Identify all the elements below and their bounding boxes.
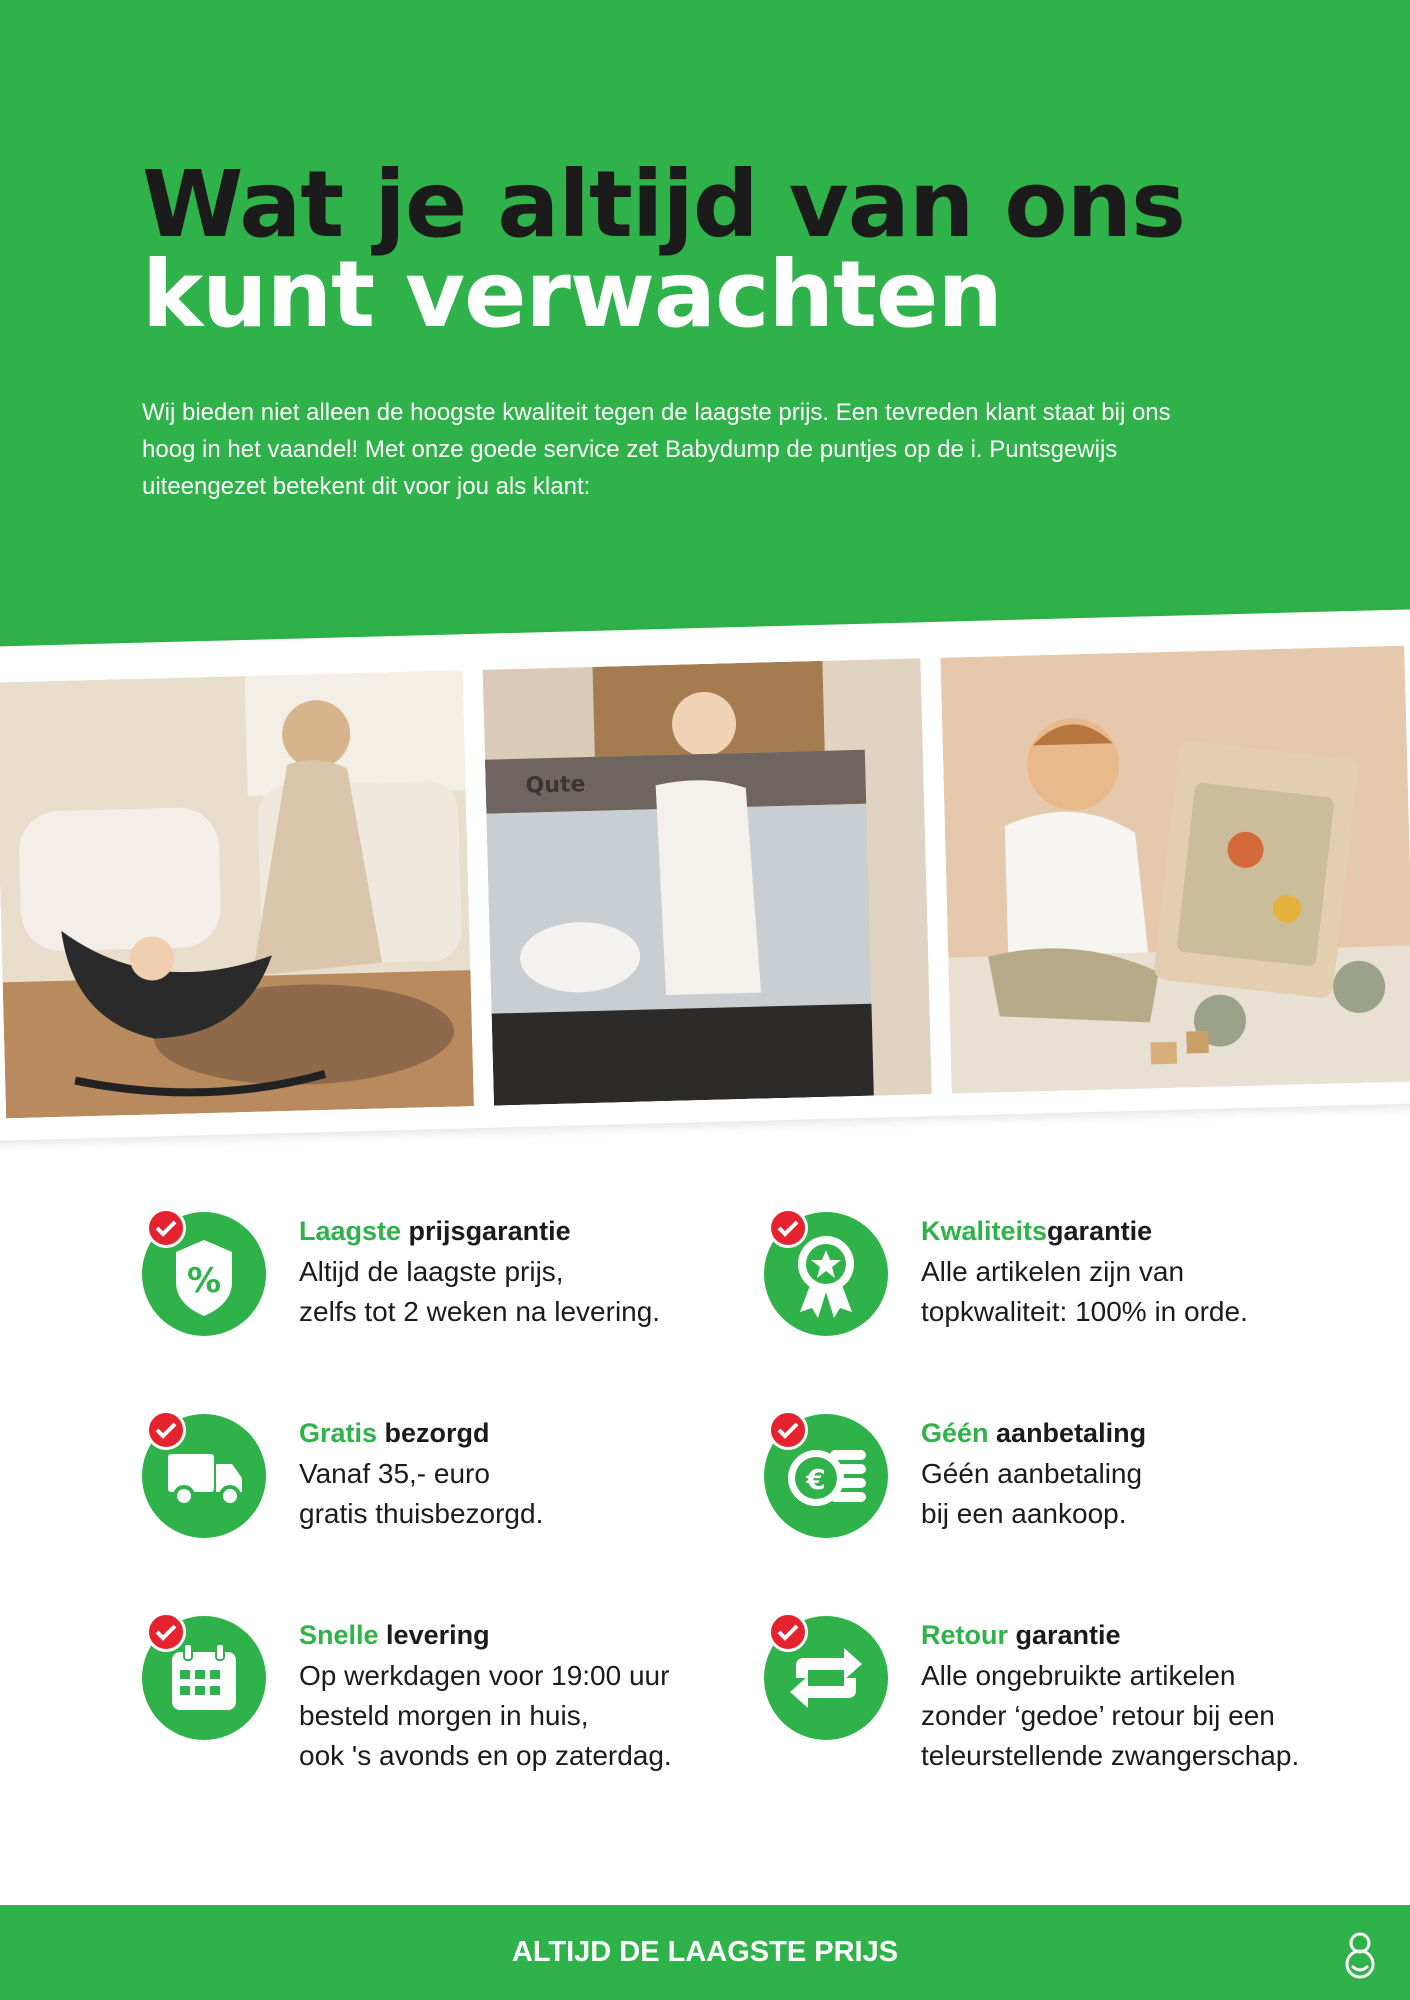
check-icon [768,1208,808,1248]
photo-strip [0,609,1410,1141]
feature-description: Alle ongebruikte artikelen zonder ‘gedoe’ retour bij een teleurstellende zwangerschap. [921,1660,1300,1771]
qute-brand-text: Qute [525,772,586,799]
footer-slogan: ALTIJD DE LAAGSTE PRIJS [511,1936,899,1968]
hero-banner [0,0,1410,660]
feature-title: Laagste prijsgarantie [299,1216,571,1246]
footer-bar [0,1905,1410,2000]
feature-description: Alle artikelen zijn van topkwaliteit: 100% in orde. [921,1256,1248,1327]
intro-paragraph: Wij bieden niet alleen de hoogste kwaliteit tegen de laagste prijs. Een tevreden klant staat bij ons hoog in het vaandel! Met onze goede service zet Babydump de puntjes op de i. Puntsgewijs uiteengezet betekent dit voor jou als klant: [142,399,1171,500]
svg-text:%: % [186,1261,222,1301]
check-icon [146,1612,186,1652]
feature-title: Gratis bezorgd [299,1418,490,1448]
feature-fast-delivery [142,1594,742,1771]
feature-no-down-payment [764,1392,1364,1562]
check-icon [146,1410,186,1450]
svg-text:€: € [806,1463,826,1496]
check-icon [768,1612,808,1652]
feature-description: Op werkdagen voor 19:00 uur besteld morgen in huis, ook 's avonds en op zaterdag. [299,1660,672,1771]
check-icon [146,1208,186,1248]
page-title-line-1: Wat je altijd van ons [142,151,1185,258]
feature-quality [764,1190,1364,1360]
feature-title: Kwaliteitsgarantie [921,1216,1153,1246]
feature-title: Retour garantie [921,1620,1121,1650]
feature-title: Snelle levering [299,1620,490,1650]
feature-title: Géén aanbetaling [921,1418,1147,1448]
babydump-logo-icon [1338,1930,1382,1980]
baby-walker-photo [940,646,1410,1094]
travel-cot-photo [483,658,932,1105]
check-icon [768,1410,808,1450]
feature-return-guarantee [764,1594,1364,1771]
feature-description: Altijd de laagste prijs, zelfs tot 2 weken na levering. [299,1256,661,1327]
feature-description: Géén aanbetaling bij een aankoop. [921,1458,1143,1529]
page-title-line-2: kunt verwachten [142,241,1002,348]
feature-description: Vanaf 35,- euro gratis thuisbezorgd. [299,1458,544,1529]
page-title [142,151,1185,348]
feature-free-delivery [142,1392,742,1562]
baby-bouncer-photo [0,670,474,1118]
feature-lowest-price [142,1190,742,1360]
